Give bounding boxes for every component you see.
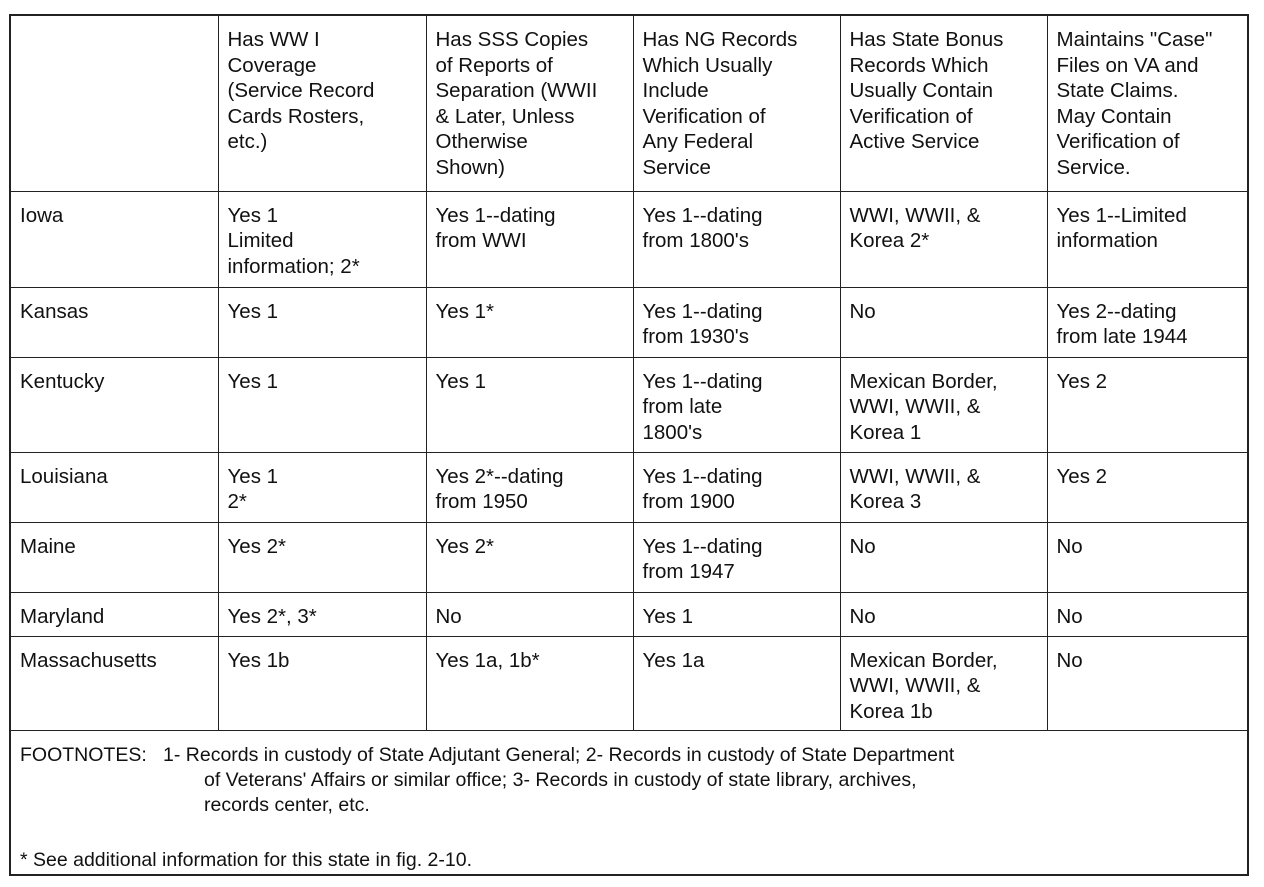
asterisk-note: * See additional information for this state in fig. 2-10. bbox=[20, 849, 473, 871]
table-cell: Yes 2*, 3* bbox=[218, 592, 426, 636]
header-cell-sss-copies: Has SSS Copies of Reports of Separation (WWII & Later, Unless Otherwise Shown) bbox=[426, 16, 633, 191]
table-cell: Mexican Border, WWI, WWII, & Korea 1 bbox=[840, 357, 1047, 452]
table-cell: Yes 1--dating from 1800's bbox=[633, 191, 840, 287]
table-row bbox=[11, 592, 1247, 636]
table-row bbox=[11, 191, 1247, 287]
header-cell-ww1-coverage: Has WW I Coverage (Service Record Cards Rosters, etc.) bbox=[218, 16, 426, 191]
footnote-line-2: of Veterans' Affairs or similar office; 3- Records in custody of state library, archives, bbox=[204, 769, 917, 791]
table-row bbox=[11, 357, 1247, 452]
state-name-cell: Massachusetts bbox=[11, 636, 218, 730]
state-name-cell: Iowa bbox=[11, 191, 218, 287]
table-cell: Yes 2*--dating from 1950 bbox=[426, 452, 633, 522]
state-name-cell: Kansas bbox=[11, 287, 218, 357]
table-row bbox=[11, 522, 1247, 592]
header-row bbox=[11, 16, 1247, 191]
table-cell: Yes 1--dating from WWI bbox=[426, 191, 633, 287]
footnotes-block bbox=[20, 743, 1120, 818]
table-cell: No bbox=[1047, 636, 1247, 730]
state-name-cell: Maryland bbox=[11, 592, 218, 636]
table-cell: Yes 1* bbox=[426, 287, 633, 357]
header-cell-state-bonus: Has State Bonus Records Which Usually Contain Verification of Active Service bbox=[840, 16, 1047, 191]
footnotes-label: FOOTNOTES: bbox=[20, 744, 147, 766]
table-cell: Yes 1--Limited information bbox=[1047, 191, 1247, 287]
table-cell: Yes 1 bbox=[218, 287, 426, 357]
table-cell: Yes 1 bbox=[633, 592, 840, 636]
table-cell: No bbox=[840, 592, 1047, 636]
footnotes-section bbox=[11, 730, 1247, 874]
table-cell: No bbox=[840, 287, 1047, 357]
footnote-line-3: records center, etc. bbox=[204, 794, 370, 816]
state-name-cell: Louisiana bbox=[11, 452, 218, 522]
table-cell: Yes 1--dating from 1930's bbox=[633, 287, 840, 357]
table-cell: Yes 2* bbox=[426, 522, 633, 592]
header-cell-ng-records: Has NG Records Which Usually Include Verification of Any Federal Service bbox=[633, 16, 840, 191]
table-cell: Yes 1--dating from 1947 bbox=[633, 522, 840, 592]
table-cell: Yes 2--dating from late 1944 bbox=[1047, 287, 1247, 357]
state-name-cell: Kentucky bbox=[11, 357, 218, 452]
records-table bbox=[11, 16, 1247, 731]
table-cell: No bbox=[1047, 522, 1247, 592]
table-cell: Yes 1b bbox=[218, 636, 426, 730]
document-frame bbox=[9, 14, 1249, 876]
table-row bbox=[11, 287, 1247, 357]
table-cell: Yes 1--dating from late 1800's bbox=[633, 357, 840, 452]
table-cell: Yes 2 bbox=[1047, 452, 1247, 522]
header-cell-case-files: Maintains "Case" Files on VA and State Claims. May Contain Verification of Service. bbox=[1047, 16, 1247, 191]
table-cell: WWI, WWII, & Korea 2* bbox=[840, 191, 1047, 287]
table-cell: Yes 1 bbox=[218, 357, 426, 452]
table-cell: No bbox=[840, 522, 1047, 592]
table-cell: Yes 2 bbox=[1047, 357, 1247, 452]
table-cell: Yes 1 2* bbox=[218, 452, 426, 522]
header-cell-state bbox=[11, 16, 218, 191]
table-cell: No bbox=[1047, 592, 1247, 636]
table-cell: Yes 1a, 1b* bbox=[426, 636, 633, 730]
table-cell: Mexican Border, WWI, WWII, & Korea 1b bbox=[840, 636, 1047, 730]
table-cell: WWI, WWII, & Korea 3 bbox=[840, 452, 1047, 522]
table-cell: Yes 2* bbox=[218, 522, 426, 592]
table-cell: No bbox=[426, 592, 633, 636]
table-cell: Yes 1 Limited information; 2* bbox=[218, 191, 426, 287]
footnote-line-1: 1- Records in custody of State Adjutant General; 2- Records in custody of State Department bbox=[163, 744, 955, 766]
table-cell: Yes 1a bbox=[633, 636, 840, 730]
table-row bbox=[11, 452, 1247, 522]
state-name-cell: Maine bbox=[11, 522, 218, 592]
table-cell: Yes 1 bbox=[426, 357, 633, 452]
table-row bbox=[11, 636, 1247, 730]
table-cell: Yes 1--dating from 1900 bbox=[633, 452, 840, 522]
